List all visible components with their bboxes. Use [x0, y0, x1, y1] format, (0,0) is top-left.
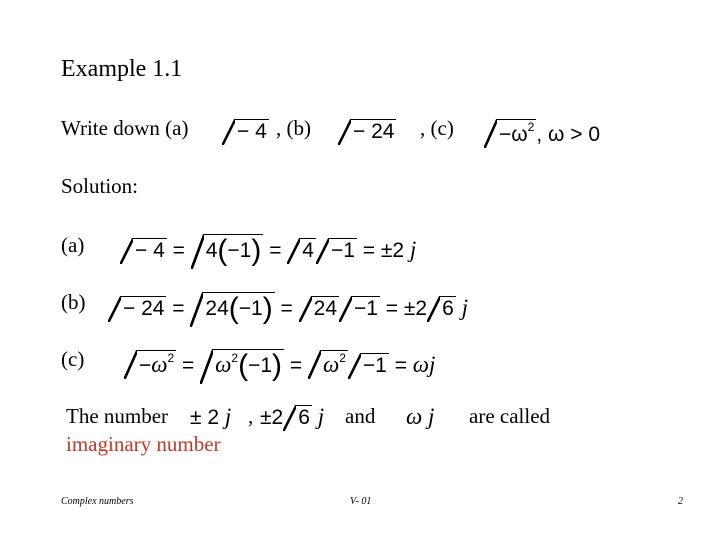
- solution-label: Solution:: [61, 174, 139, 198]
- prompt-c-condition: , ω > 0: [536, 123, 601, 146]
- footer-left: Complex numbers: [61, 496, 134, 507]
- step-c-label: (c): [61, 347, 85, 371]
- conclusion-expr-3: ω j: [406, 404, 435, 429]
- conclusion-and: and: [345, 404, 376, 428]
- footer-page-number: 2: [678, 496, 683, 507]
- prompt-b-radicand: − 24: [353, 120, 395, 143]
- prompt-c-expr: $-\omega^2$, ω > 0: [484, 119, 600, 145]
- prompt-lead: Write down (a): [61, 116, 189, 140]
- imaginary-number-term: imaginary number: [66, 432, 221, 456]
- conclusion-are-called: are called: [469, 404, 551, 428]
- footer-center: V- 01: [350, 496, 372, 507]
- prompt-c-radicand: −ω: [499, 123, 528, 146]
- prompt-c-label: , (c): [420, 116, 454, 140]
- step-b-equation: − 24 = 24(−1) = 24 −1 = ±2 6 j: [108, 292, 468, 324]
- prompt-a-expr: [222, 119, 269, 142]
- step-c-equation: $-\omega^2 = \omega^2(-1) = \omega^2 -1 = \omega j$: [124, 349, 435, 381]
- step-a-equation: − 4 = 4(−1) = 4 −1 = ±2 j: [120, 234, 416, 266]
- step-b-label: (b): [61, 290, 86, 314]
- page-title: Example 1.1: [61, 56, 183, 82]
- prompt-b-expr: [338, 119, 396, 142]
- conclusion-expr-2: ±2 6 j: [260, 404, 325, 429]
- conclusion-comma: ,: [248, 404, 254, 428]
- step-a-label: (a): [61, 233, 85, 257]
- prompt-b-label: , (b): [276, 116, 311, 140]
- conclusion-lead: The number: [66, 404, 169, 428]
- prompt-a-radicand: − 4: [237, 120, 267, 143]
- conclusion-expr-1: ± 2 j: [190, 404, 232, 429]
